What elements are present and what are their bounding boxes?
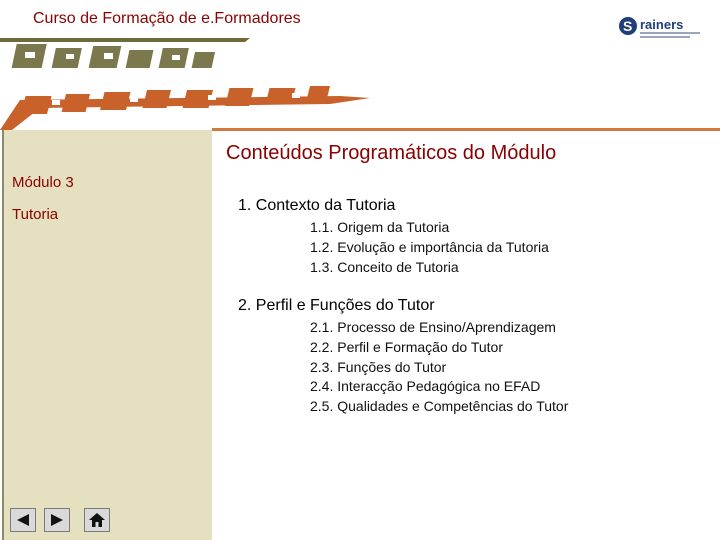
divider (212, 128, 720, 131)
sidebar (2, 130, 212, 540)
course-banner (0, 38, 720, 130)
list-item: 1.1. Origem da Tutoria (310, 219, 450, 235)
next-icon (49, 513, 65, 527)
course-title: Curso de Formação de e.Formadores (33, 10, 301, 27)
list-item: 1.3. Conceito de Tutoria (310, 258, 459, 275)
logo-text: rainers (640, 17, 684, 32)
next-button[interactable] (44, 508, 70, 532)
module-label: Módulo 3 (12, 174, 74, 191)
topic-heading: 2. Perfil e Funções do Tutor (238, 297, 435, 314)
topic-heading: 1. Contexto da Tutoria (238, 197, 396, 214)
list-item: 2.2. Perfil e Formação do Tutor (310, 338, 503, 355)
list-item: 2.4. Interacção Pedagógica no EFAD (310, 378, 541, 395)
list-item: 2.5. Qualidades e Competências do Tutor (310, 398, 569, 415)
previous-button[interactable] (10, 508, 36, 532)
list-item: 2.1. Processo de Ensino/Aprendizagem (310, 319, 556, 335)
list-item: 1.2. Evolução e importância da Tutoria (310, 238, 549, 255)
company-logo (618, 14, 714, 40)
topic-list (310, 218, 549, 277)
page-title: Conteúdos Programáticos do Módulo (226, 142, 557, 164)
home-icon (88, 512, 106, 528)
module-name: Tutoria (12, 206, 59, 223)
list-item: 2.3. Funções do Tutor (310, 358, 447, 375)
svg-text:S: S (623, 18, 633, 34)
topic-list (310, 318, 568, 417)
home-button[interactable] (84, 508, 110, 532)
previous-icon (15, 513, 31, 527)
